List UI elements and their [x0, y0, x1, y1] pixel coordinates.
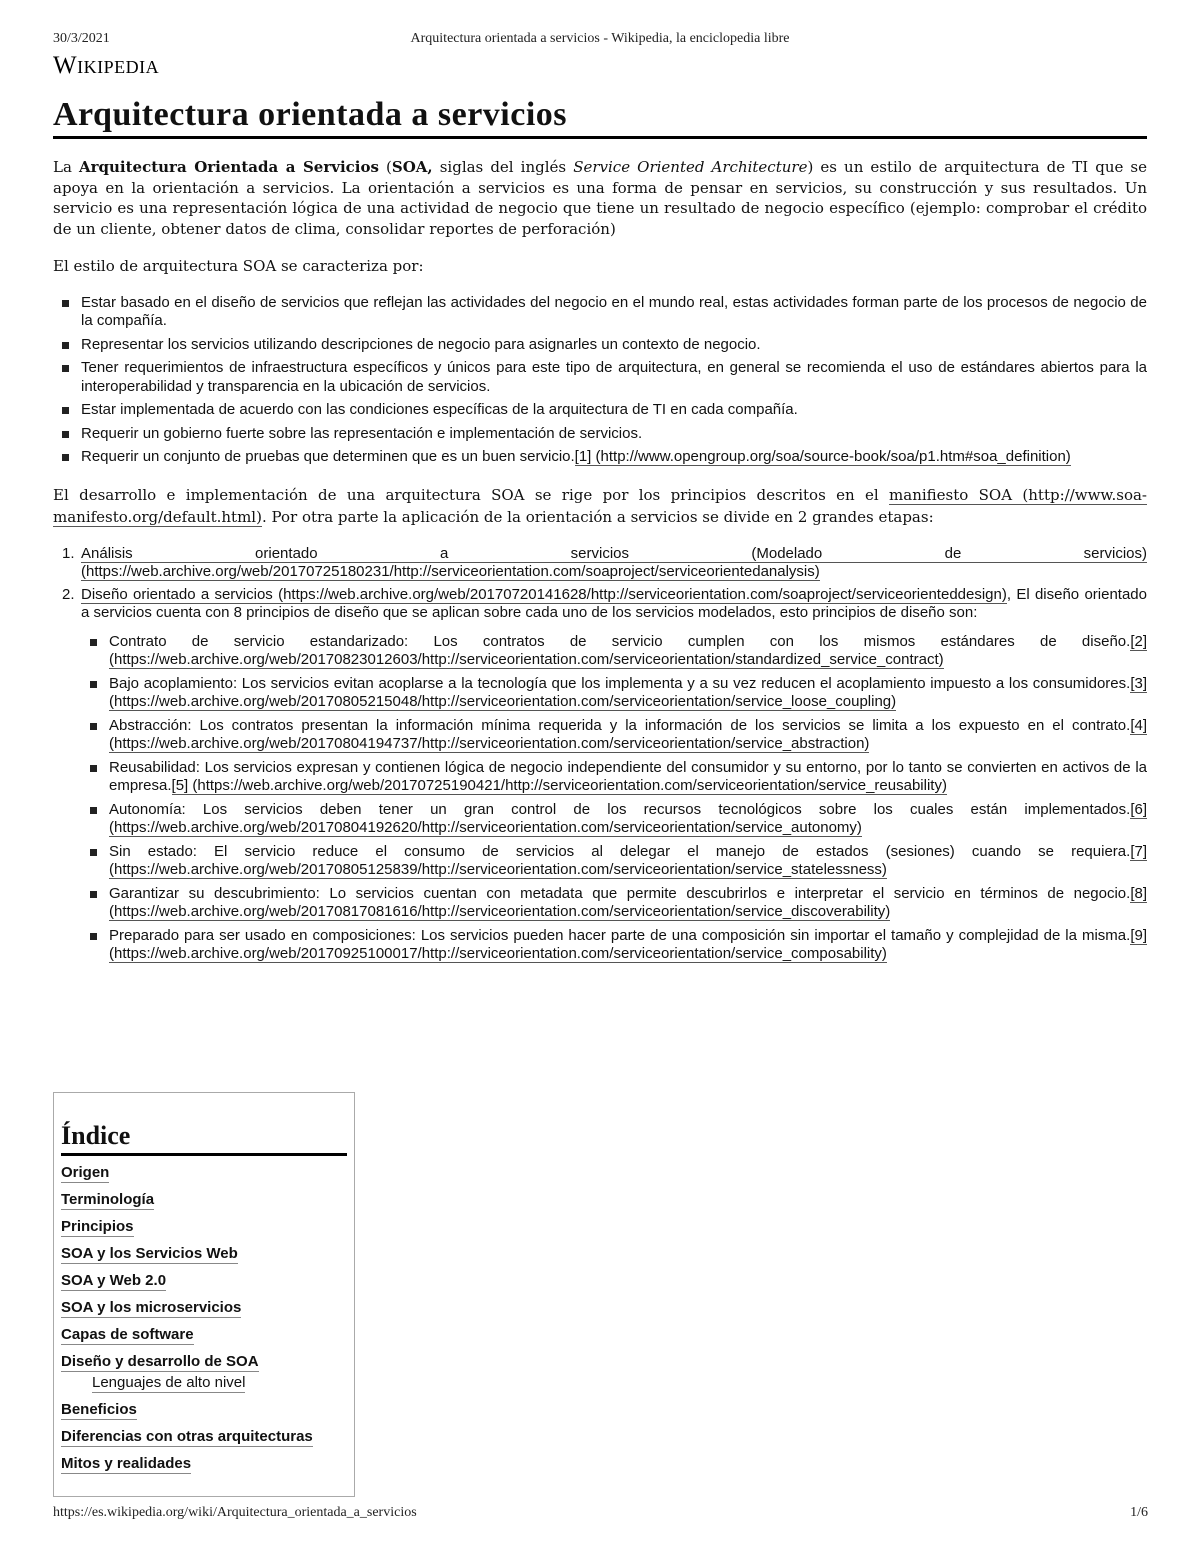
reference-link[interactable]: [5] (https://web.archive.org/web/20170725190421/http://serviceorientation.com/serviceorientation/service_reusability) [171, 777, 947, 794]
reference-link[interactable]: [6] (https://web.archive.org/web/20170804192620/http://serviceorientation.com/serviceorientation/service_autonomy) [109, 800, 1147, 836]
list-item: Estar basado en el diseño de servicios que reflejan las actividades del negocio en el mundo real, estas actividades forman parte de los procesos de negocio de la compañía. [53, 294, 1147, 331]
list-item: Tener requerimientos de infraestructura específicos y únicos para este tipo de arquitectura, en general se recomienda el uso de estándares abiertos para la interoperabilidad y transparencia en la ubicación de servicios. [53, 359, 1147, 396]
list-item: Autonomía: Los servicios deben tener un gran control de los recursos tecnológicos sobre los cuales están implementados.[6] (https://web.archive.org/web/20170804192620/http://serviceorientation.com/serviceorientation/service_autonomy) [81, 801, 1147, 838]
toc-item-soa-microservicios[interactable]: SOA y los microservicios [61, 1299, 242, 1316]
table-of-contents [53, 1092, 355, 1497]
list-item: Preparado para ser usado en composiciones: Los servicios pueden hacer parte de una composición sin importar el tamaño y complejidad de la misma.[9] (https://web.archive.org/web/20170925100017/http://serviceorientation.com/serviceorientation/service_composability) [81, 927, 1147, 964]
article-content [53, 90, 1147, 969]
design-link[interactable]: Diseño orientado a servicios (https://web.archive.org/web/20170720141628/http://serviceorientation.com/soaproject/serviceorienteddesign) [81, 585, 1007, 603]
stages-list [53, 545, 1147, 964]
wikipedia-logo[interactable]: Wikipedia [53, 52, 160, 79]
list-item: Requerir un conjunto de pruebas que determinen que es un buen servicio.[1] (http://www.opengroup.org/soa/source-book/soa/p1.htm#soa_definition) [53, 448, 1147, 467]
reference-link[interactable]: [1] (http://www.opengroup.org/soa/source-book/soa/p1.htm#soa_definition) [574, 448, 1071, 465]
toc-item-diferencias[interactable]: Diferencias con otras arquitecturas [61, 1428, 313, 1445]
reference-link[interactable]: [9] (https://web.archive.org/web/20170925100017/http://serviceorientation.com/serviceorientation/service_composability) [109, 926, 1147, 962]
print-url: https://es.wikipedia.org/wiki/Arquitectura_orientada_a_servicios [53, 1505, 417, 1520]
list-item: Garantizar su descubrimiento: Lo servicios cuentan con metadata que permite descubrirlos e interpretar el servicio en términos de negocio.[8] (https://web.archive.org/web/20170817081616/http://serviceorientation.com/serviceorientation/service_discoverability) [81, 885, 1147, 922]
toc-title: Índice [61, 1121, 347, 1156]
toc-item-mitos[interactable]: Mitos y realidades [61, 1455, 192, 1472]
toc-item-capas-software[interactable]: Capas de software [61, 1326, 194, 1343]
reference-link[interactable]: [3] (https://web.archive.org/web/20170805215048/http://serviceorientation.com/serviceorientation/service_loose_coupling) [109, 674, 1147, 710]
toc-item-beneficios[interactable]: Beneficios [61, 1401, 137, 1418]
characteristics-lead: El estilo de arquitectura SOA se caracteriza por: [53, 257, 424, 275]
list-item: Contrato de servicio estandarizado: Los contratos de servicio cumplen con los mismos estándares de diseño.[2] (https://web.archive.org/web/20170823012603/http://serviceorientation.com/serviceorientation/standardized_service_contract) [81, 633, 1147, 670]
list-item: Requerir un gobierno fuerte sobre las representación e implementación de servicios. [53, 425, 1147, 444]
page-title: Arquitectura orientada a servicios [53, 90, 1147, 139]
toc-item-diseno-desarrollo[interactable]: Diseño y desarrollo de SOA [61, 1353, 259, 1370]
list-item: Abstracción: Los contratos presentan la información mínima requerida y la información de los servicios se limita a los expuesto en el contrato.[4] (https://web.archive.org/web/20170804194737/http://serviceorientation.com/serviceorientation/service_abstraction) [81, 717, 1147, 754]
soa-manifesto-link[interactable]: manifiesto SOA (http://www.soa-manifesto.org/default.html) [53, 485, 1147, 526]
print-date: 30/3/2021 [53, 31, 110, 46]
print-page-title: Arquitectura orientada a servicios - Wikipedia, la enciclopedia libre [410, 31, 790, 46]
list-item: 1. Análisis orientado a servicios (Modelado de servicios) (https://web.archive.org/web/20170725180231/http://serviceorientation.com/soaproject/serviceorientedanalysis) [62, 544, 1147, 580]
analysis-link[interactable]: Análisis orientado a servicios (Modelado de servicios) (https://web.archive.org/web/20170725180231/http://serviceorientation.com/soaproject/serviceorientedanalysis) [81, 544, 1147, 580]
toc-subitem-lenguajes[interactable]: Lenguajes de alto nivel [92, 1374, 246, 1391]
reference-link[interactable]: [2] (https://web.archive.org/web/20170823012603/http://serviceorientation.com/serviceorientation/standardized_service_contract) [109, 632, 1147, 668]
list-item: Representar los servicios utilizando descripciones de negocio para asignarles un contexto de negocio. [53, 336, 1147, 355]
reference-link[interactable]: [4] (https://web.archive.org/web/20170804194737/http://serviceorientation.com/serviceorientation/service_abstraction) [109, 716, 1147, 752]
intro-paragraph: La Arquitectura Orientada a Servicios (SOA, siglas del inglés Service Oriented Architecture) es un estilo de arquitectura de TI que se apoya en la orientación a servicios. La orientación a servicios es una forma de pensar en servicios, su construcción y sus resultados. Un servicio es una representación lógica de una actividad de negocio que tiene un resultado de negocio específico (ejemplo: comprobar el crédito de un cliente, obtener datos de clima, consolidar reportes de perforación) [53, 158, 1148, 238]
toc-item-origen[interactable]: Origen [61, 1164, 110, 1181]
list-item: Estar implementada de acuerdo con las condiciones específicas de la arquitectura de TI en cada compañía. [53, 401, 1147, 420]
toc-item-principios[interactable]: Principios [61, 1218, 134, 1235]
characteristics-list [53, 294, 1147, 467]
list-item: Reusabilidad: Los servicios expresan y contienen lógica de negocio independiente del consumidor y su entorno, por lo tanto se convierten en activos de la empresa.[5] (https://web.archive.org/web/20170725190421/http://serviceorientation.com/serviceorientation/service_reusability) [81, 759, 1147, 796]
page-number: 1/6 [1130, 1505, 1148, 1520]
toc-item-soa-web-2[interactable]: SOA y Web 2.0 [61, 1272, 167, 1289]
reference-link[interactable]: [8] (https://web.archive.org/web/20170817081616/http://serviceorientation.com/serviceorientation/service_discoverability) [109, 884, 1147, 920]
toc-item-terminologia[interactable]: Terminología [61, 1191, 155, 1208]
list-item: Bajo acoplamiento: Los servicios evitan acoplarse a la tecnología que los implementa y a su vez reducen el acoplamiento impuesto a los consumidores.[3] (https://web.archive.org/web/20170805215048/http://serviceorientation.com/serviceorientation/service_loose_coupling) [81, 675, 1147, 712]
reference-link[interactable]: [7] (https://web.archive.org/web/20170805125839/http://serviceorientation.com/serviceorientation/service_statelessness) [109, 842, 1147, 878]
list-item: 2. Diseño orientado a servicios (https://web.archive.org/web/20170720141628/http://serviceorientation.com/soaproject/serviceorienteddesign), El diseño orientado a servicios cuenta con 8 principios de diseño que se aplican sobre cada uno de los servicios modelados, esto principios de diseño son: Contrato de servicio estandarizado: Los contratos de servicio cumplen con los mismos estándares de diseño.[2] (https://web.archive.org/web/20170823012603/http://serviceorientation.com/serviceorientation/standardized_service_contract) Bajo acoplamiento: Los servicios evitan acoplarse a la tecnología que los implementa y a su vez reducen el acoplamiento impuesto a los consumidores.[3] (https://web.archive.org/web/20170805215048/http://serviceorientation.com/serviceorientation/service_loose_coupling) Abstracción: Los contratos presentan la información mínima requerida y la información de los servicios se limita a los expuesto en el contrato.[4] (https://web.archive.org/web/20170804194737/http://serviceorientation.com/serviceorientation/service_abstraction) Reusabilidad: Los servicios expresan y contienen lógica de negocio independiente del consumidor y su entorno, por lo tanto se convierten en activos de la empresa.[5] (https://web.archive.org/web/20170725190421/http://serviceorientation.com/serviceorientation/service_reusability) Autonomía: Los servicios deben tener un gran control de los recursos tecnológicos sobre los cuales están implementados.[6] (https://web.archive.org/web/20170804192620/http://serviceorientation.com/serviceorientation/service_autonomy) Sin estado: El servicio reduce el consumo de servicios al delegar el manejo de estados (sesiones) cuando se requiera.[7] (https://web.archive.org/web/20170805125839/http://serviceorientation.com/serviceorientation/service_statelessness) Garantizar su descubrimiento: Lo servicios cuentan con metadata que permite descubrirlos e interpretar el servicio en términos de negocio.[8] (https://web.archive.org/web/20170817081616/http://serviceorientation.com/serviceorientation/service_discoverability) Preparado para ser usado en composiciones: Los servicios pueden hacer parte de una composición sin importar el tamaño y complejidad de la misma.[9] (https://web.archive.org/web/20170925100017/http://serviceorientation.com/serviceorientation/service_composability) [62, 585, 1147, 962]
development-paragraph: El desarrollo e implementación de una arquitectura SOA se rige por los principios descritos en el manifiesto SOA (http://www.soa-manifesto.org/default.html). Por otra parte la aplicación de la orientación a servicios se divide en 2 grandes etapas: [53, 485, 1147, 526]
list-item: Sin estado: El servicio reduce el consumo de servicios al delegar el manejo de estados (sesiones) cuando se requiera.[7] (https://web.archive.org/web/20170805125839/http://serviceorientation.com/serviceorientation/service_statelessness) [81, 843, 1147, 880]
principles-list [81, 633, 1147, 964]
toc-item-soa-servicios-web[interactable]: SOA y los Servicios Web [61, 1245, 238, 1262]
